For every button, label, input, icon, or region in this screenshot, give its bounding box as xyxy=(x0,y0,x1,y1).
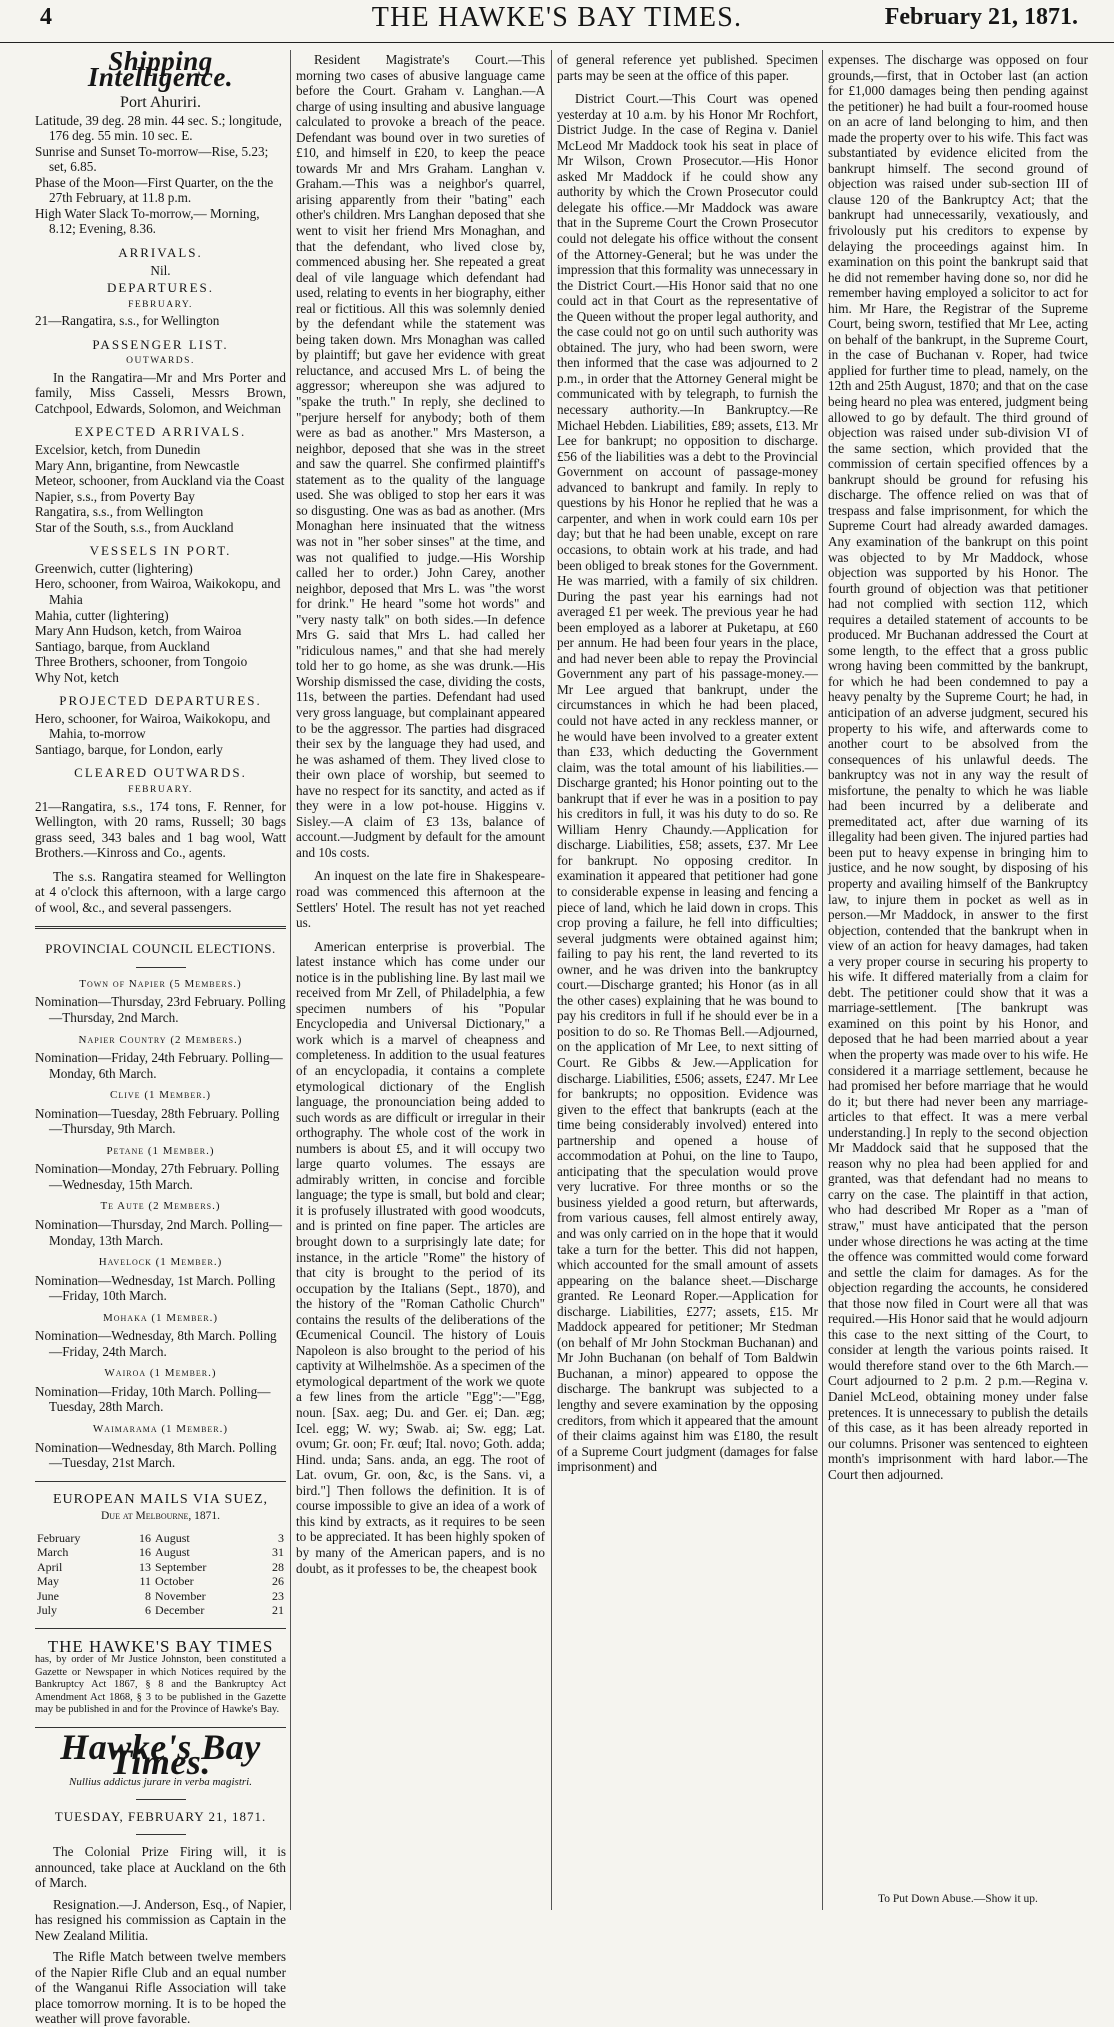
divider xyxy=(35,1481,286,1482)
mail-day: 8 xyxy=(145,1588,152,1603)
mail-month: June xyxy=(37,1588,59,1603)
election-name: Havelock (1 Member.) xyxy=(98,1256,223,1269)
mail-month: December xyxy=(155,1603,205,1618)
mail-month: September xyxy=(155,1559,207,1574)
gazette-notice xyxy=(35,1636,286,1717)
cleared-text: 21—Rangatira, s.s., 174 tons, F. Renner, for Wellington, with 20 rams, Russell; 30 bags grass seed, 343 bales and 1 bag wool, Watt Brothers.—Kinross and Co., agents. xyxy=(35,798,286,861)
mail-month: May xyxy=(37,1574,59,1589)
election-dates: Nomination—Wednesday, 8th March. Polling—Tuesday, 21st March. xyxy=(35,1439,277,1471)
paper-heading: Hawke's Bay Times. xyxy=(60,1726,261,1783)
departures-heading: DEPARTURES. xyxy=(106,280,215,296)
rifle-match-paragraph: The Rifle Match between twelve members of the Napier Rifle Club and an equal number of the Wanganui Rifle Association will take place tomorrow morning. It is to be hoped the weather will prove favorable. xyxy=(35,1949,286,2027)
list-item: Excelsior, ketch, from Dunedin xyxy=(35,442,201,458)
arrivals-heading: ARRIVALS. xyxy=(118,245,203,261)
rangatira-note: The s.s. Rangatira steamed for Wellington at 4 o'clock this afternoon, with a large cargo of wool, &c., and several passengers. xyxy=(35,868,286,915)
prize-firing-paragraph: The Colonial Prize Firing will, it is announced, take place at Auckland on the 6th of March. xyxy=(35,1843,286,1891)
election-dates: Nomination—Monday, 27th February. Polling—Wednesday, 15th March. xyxy=(35,1161,280,1192)
mail-day: 16 xyxy=(139,1545,152,1560)
election-dates: Nomination—Tuesday, 28th February. Polling—Thursday, 9th March. xyxy=(35,1105,280,1137)
table-row xyxy=(35,1603,286,1618)
election-name: Clive (1 Member.) xyxy=(110,1089,211,1102)
mail-day: 28 xyxy=(272,1559,284,1574)
table-row xyxy=(35,1560,286,1575)
dateline: TUESDAY, FEBRUARY 21, 1871. xyxy=(54,1809,267,1825)
sunrise-text: Sunrise and Sunset To-morrow—Rise, 5.23; set, 6.85. xyxy=(35,143,269,175)
divider xyxy=(35,926,286,929)
list-item: Why Not, ketch xyxy=(35,669,119,685)
mail-day: 16 xyxy=(139,1530,152,1545)
mails-subheading: Due at Melbourne, 1871. xyxy=(100,1510,220,1523)
high-water-text: High Water Slack To-morrow,— Morning, 8.12; Evening, 8.36. xyxy=(35,205,260,237)
list-item: Meteor, schooner, from Auckland via the Coast xyxy=(35,473,285,489)
arrivals-nil: Nil. xyxy=(150,262,171,278)
elections-heading: PROVINCIAL COUNCIL ELECTIONS. xyxy=(45,941,276,957)
divider xyxy=(136,1799,186,1800)
table-row xyxy=(35,1545,286,1560)
table-row xyxy=(35,1589,286,1604)
mail-day: 11 xyxy=(139,1574,152,1589)
passenger-list-heading: PASSENGER LIST. xyxy=(92,336,229,352)
column-1 xyxy=(35,46,286,2027)
mail-day: 31 xyxy=(272,1545,284,1560)
election-dates: Nomination—Thursday, 2nd March. Polling—Monday, 13th March. xyxy=(35,1217,283,1248)
election-dates: Nomination—Wednesday, 8th March. Polling—Friday, 24th March. xyxy=(35,1328,277,1359)
column-rule xyxy=(290,50,291,1910)
resignation-paragraph: Resignation.—J. Anderson, Esq., of Napier, has resigned his commission as Captain in the New Zealand Militia. xyxy=(35,1896,286,1943)
list-item: Napier, s.s., from Poverty Bay xyxy=(35,488,195,504)
election-name: Town of Napier (5 Members.) xyxy=(79,977,242,990)
mail-day: 23 xyxy=(272,1588,284,1603)
inquest-paragraph: An inquest on the late fire in Shakespeare-road was commenced this afternoon at the Settlers' Hotel. The result has not yet reached us. xyxy=(296,868,545,931)
cleared-month: FEBRUARY. xyxy=(128,784,193,795)
departures-month: FEBRUARY. xyxy=(128,299,193,310)
shipping-heading: Shipping Intelligence. xyxy=(87,46,234,92)
latitude-text: Latitude, 39 deg. 28 min. 44 sec. S.; longitude, 176 deg. 55 min. 10 sec. E. xyxy=(35,112,282,144)
election-name: Wairoa (1 Member.) xyxy=(104,1367,217,1380)
notice-body: has, by order of Mr Justice Johnston, been constituted a Gazette or Newspaper in which Notices required by the Bankruptcy Act 1867, § 8 and the Bankruptcy Act Amendment Act 1868, § 3 to be published in the Gazette may be published in and for the Province of Hawke's Bay. xyxy=(35,1654,286,1716)
district-court-paragraph: District Court.—This Court was opened yesterday at 10 a.m. by his Honor Mr Rochfort, District Judge. In the case of Regina v. Daniel McLeod Mr Maddock took his seat in place of Mr Wilson, Crown Prosecutor.—His Honor asked Mr Maddock if he could show any authority by which the Crown Prosecutor could delegate his office.—Mr Maddock was aware that in the Supreme Court the Crown Prosecutor could not delegate his office without the consent of the Attorney-General; but he was under the impression that this formality was unnecessary in the District Court.—His Honor said that no one could act in that Court as the representative of the Queen without the proper legal authority, and the case could not go on until such authority was obtained. The jury, who had been sworn, were then informed that the case was adjourned to 2 p.m., in order that the Attorney General might be communicated with by telegraph, to furnish the necessary authority.—In Bankruptcy.—Re Michael Hebden. Liabilities, £89; assets, £13. Mr Lee for bankrupt; no opposition to discharge. £56 of the liabilities was a debt to the Provincial Government on account of passage-money advanced to bankrupt and family. In reply to questions by his Honor he replied that he was a carpenter, and when in work could earn 10s per day; but that he had been unable, except on rare occasions, to obtain work at his trade, and had been obliged to break stones for the Government. He was married, with a family of six children. During the past year his earnings had not averaged £1 per week. The previous year he had been employed as a laborer at Puketapu, at £60 per annum. He had been four years in the place, and had never been able to repay the Provincial Government any part of his passage-money.—Mr Lee argued that bankrupt, under the circumstances in which he had been placed, could not have acted in any reckless manner, or he would have been involved to a greater extent than £33, which deducting the Government claim, was the total amount of his liabilities.—Discharge granted; his Honor pointing out to the bankrupt that if ever he was in a position to pay his creditors in full, it was his duty to do so. Re William Henry Chaundy.—Application for discharge. Liabilities, £58; assets, £37. Mr Lee for bankrupt. No opposing creditor. In examination it appeared that petitioner had gone to considerable expense in leasing and fencing a piece of land, which he laid down in crops. This crop proving a failure, he fell into difficulties; several judgments were obtained against him; failing to pay his rent, the land reverted to its owner, and he was driven into the bankruptcy court.—Discharge granted; his Honor (as in all the other cases) explaining that he was bound to pay his creditors in full if he should ever be in a position to do so. Re Thomas Bell.—Adjourned, on the application of Mr Lee, to next sitting of Court. Re Gibbs & Jew.—Application for discharge. Liabilities, £506; assets, £247. Mr Lee for bankrupts; no opposition. Evidence was given to the effect that bankrupts (each at the time being considerably involved) entered into partnership and opened a house of accommodation at Pohui, on the line to Taupo, anticipating that the speculation would prove very lucrative. For three months or so the business yielded a good return, but afterwards, from various causes, fell almost entirely away, and was only carried on in the hope that it would take a turn for the better. This did not happen, which accounted for the small amount of assets appearing on the balance sheet.—Discharge granted. Re Leonard Roper.—Application for discharge. Liabilities, £277; assets, £15. Mr Maddock appeared for petitioner; Mr Stedman (on behalf of Mr John Stockman Buchanan) and Mr John Buchanan (on behalf of Tom Baldwin Buchanan, a minor) appeared to oppose the discharge. The bankrupt was subjected to a lengthy and severe examination by the opposing creditors, from which it appeared that the amount of their claims against him was £180, the result of a Supreme Court judgment (damages for false imprisonment) and xyxy=(557,91,818,1475)
footer-note: To Put Down Abuse.—Show it up. xyxy=(878,1893,1038,1906)
mail-month: April xyxy=(37,1559,63,1574)
expected-arrivals-heading: EXPECTED ARRIVALS. xyxy=(74,424,247,440)
election-dates: Nomination—Wednesday, 1st March. Polling—Friday, 10th March. xyxy=(35,1272,276,1304)
mail-day: 3 xyxy=(278,1530,284,1545)
election-name: Napier Country (2 Members.) xyxy=(78,1033,243,1046)
issue-date: February 21, 1871. xyxy=(884,4,1078,30)
projected-departures-heading: PROJECTED DEPARTURES. xyxy=(59,693,262,709)
table-row xyxy=(35,1531,286,1546)
list-item: Star of the South, s.s., from Auckland xyxy=(35,519,234,535)
mail-month: August xyxy=(155,1545,190,1560)
paper-motto: Nullius addictus jurare in verba magistri. xyxy=(69,1775,252,1788)
election-name: Mohaka (1 Member.) xyxy=(102,1311,219,1324)
mail-month: March xyxy=(37,1545,69,1560)
continuation-paragraph: of general reference yet published. Specimen parts may be seen at the office of this paper. xyxy=(557,52,818,83)
list-item: Greenwich, cutter (lightering) xyxy=(35,560,193,576)
list-item: Mahia, cutter (lightering) xyxy=(35,607,169,623)
mail-month: July xyxy=(37,1603,58,1618)
column-rule xyxy=(551,50,552,1910)
masthead xyxy=(0,0,1114,43)
list-item: Mary Ann, brigantine, from Newcastle xyxy=(35,457,240,473)
list-item: Santiago, barque, for London, early xyxy=(35,741,223,757)
mail-day: 26 xyxy=(272,1574,284,1589)
newspaper-title: THE HAWKE'S BAY TIMES. xyxy=(371,2,743,33)
election-name: Waimarama (1 Member.) xyxy=(92,1423,229,1436)
list-item: Three Brothers, schooner, from Tongoio xyxy=(35,654,248,670)
departures-text: 21—Rangatira, s.s., for Wellington xyxy=(35,313,220,329)
page-number: 4 xyxy=(40,4,52,30)
column-3 xyxy=(557,52,818,1908)
mails-heading: EUROPEAN MAILS VIA SUEZ, xyxy=(52,1491,269,1507)
moon-phase-text: Phase of the Moon—First Quarter, on the the 27th February, at 11.8 p.m. xyxy=(35,174,274,206)
list-item: Hero, schooner, for Wairoa, Waikokopu, and Mahia, to-morrow xyxy=(35,710,271,742)
vessels-in-port-heading: VESSELS IN PORT. xyxy=(89,543,232,559)
notice-title: THE HAWKE'S BAY TIMES xyxy=(47,1636,274,1656)
election-dates: Nomination—Thursday, 23rd February. Polling—Thursday, 2nd March. xyxy=(35,994,286,1025)
mail-day: 21 xyxy=(272,1603,284,1618)
column-rule xyxy=(822,50,823,1910)
divider xyxy=(35,1628,286,1629)
mail-day: 13 xyxy=(139,1559,152,1574)
mails-table xyxy=(35,1531,286,1618)
port-name: Port Ahuriri. xyxy=(120,94,201,112)
list-item: Mary Ann Hudson, ketch, from Wairoa xyxy=(35,623,242,639)
mail-day: 6 xyxy=(145,1603,152,1618)
mail-month: February xyxy=(37,1530,81,1545)
mail-month: October xyxy=(155,1574,194,1589)
passenger-list-sub: OUTWARDS. xyxy=(126,356,195,367)
passenger-list-text: In the Rangatira—Mr and Mrs Porter and family, Miss Casseli, Messrs Brown, Catchpool, Edwards, Solomon, and Weichman xyxy=(35,369,286,416)
rm-court-paragraph: Resident Magistrate's Court.—This morning two cases of abusive language came before the Court. Graham v. Langhan.—A charge of using insulting and abusive language calculated to provoke a breach of the peace. Defendant was bound over in two sureties of £10, and himself in £20, to keep the peace towards Mr and Mrs Graham. Langhan v. Graham.—This was a neighbor's quarrel, arising apparently from their "bating" each other's children. Mrs Langhan deposed that she went to visit her friend Mrs Monaghan, and that the defendant, who lived close by, commenced abusing her. She repeated a great deal of vile language which defendant had used, relating to events in her biography, either real or fictitious. All this was solemnly denied by the defendant while the statement was being taken down. Mrs Monaghan was called by plaintiff; but gave her evidence with great reluctance, and accused Mrs L. of being the aggressor; whereupon she was adjured to "spake the truth." In reply, she declined to "perjure herself for anybody; both of them were as bad as another." Mrs Masterson, a neighbor, deposed that she was in the street and saw the quarrel. She confirmed plaintiff's statement as to the quality of the language used. She was obliged to stop her ears it was so disgusting. One was as bad as another. (Mrs Monaghan here insinuated that the witness was not in "her sober sinses" at the time, and was not qualified to judge.—His Worship called her to order.) John Carey, another neighbor, deposed that Mrs L. was "the worst for drink." He heard "some hot words" and "very nasty talk" on both sides.—In defence Mrs G. said that Mrs L. had called her "ridiculous names," and that she had merely told her to go home, as she was drunk.—His Worship dismissed the case, dividing the costs, 11s, between the parties. Defendant had used very gross language, but complainant appeared to be the aggressor. The parties had disgraced their sex by the language they had used, and he was ashamed of them. They lived close to their own place of worship, but seemed to have no respect for its sanctity, and acted as if they were in a low pot-house. Higgins v. Sisley.—A claim of £3 13s, balance of account.—Judgment by default for the amount and 10s costs. xyxy=(296,52,545,860)
american-enterprise-paragraph: American enterprise is proverbial. The latest instance which has come under our notice is in the publishing line. By last mail we received from Mr Zell, of Philadelphia, a few specimen numbers of his "Popular Encyclopedia and Universal Dictionary," a work which is a marvel of cheapness and completeness. In addition to the usual features of an encyclopadia, it contains a complete etymological dictionary of the English language, the pronounciation being added to such words as are difficult or irregular in their orthography. The whole cost of the work in numbers is about £5, and it will occupy two large quarto volumes. The essays are admirably written, in concise and forcible language; the type is small, but bold and clear; it is profusely illustrated with good woodcuts, and is printed on fine paper. The articles are brought down to a surprisingly late date; for instance, in the article "Rome" the history of that city is brought to the period of its occupation by the Italians (Sept., 1870), and the history of the "Roman Catholic Church" contains the results of the deliberations of the Œcumenical Council. The history of Louis Napoleon is also brought to the period of his captivity at Wilhelmshöe. As a specimen of the etymological department of the work we quote a few lines from the article "Egg":—"Egg, noun. [Sax. aeg; Du. and Ger. ei; Dan. æg; Icel. egg; W. wy; Swab. ai; Sw. egg; Lat. ovum; Gr. oon; Fr. œuf; Ital. novo; Goth. adda; Hind. unda; Sans. anda, an egg. The root of Lat. ovum, Gr. oon, &c, is the Sans. vi, a bird."] Then follows the definition. It is of course impossible to give an idea of a work of this kind by extracts, as it requires to be seen to be appreciated. It has been highly spoken of by many of the American papers, and is no doubt, as it professes to be, the cheapest book xyxy=(296,938,545,1576)
divider xyxy=(136,1834,186,1835)
election-name: Petane (1 Member.) xyxy=(106,1144,215,1157)
cleared-outwards-heading: CLEARED OUTWARDS. xyxy=(74,765,247,781)
list-item: Hero, schooner, from Wairoa, Waikokopu, and Mahia xyxy=(35,576,281,607)
election-dates: Nomination—Friday, 24th February. Polling—Monday, 6th March. xyxy=(35,1050,283,1081)
mail-month: August xyxy=(155,1530,190,1545)
mail-month: November xyxy=(155,1588,206,1603)
table-row xyxy=(35,1574,286,1589)
list-item: Santiago, barque, from Auckland xyxy=(35,638,210,654)
column-2 xyxy=(296,52,545,1908)
continuation-paragraph: expenses. The discharge was opposed on four grounds,—first, that in October last (an action for £1,000 damages being then pending against the petitioner) he had built a four-roomed house on an acre of land belonging to him, and then made the property over to his wife. This fact was substantiated by evidence elicited from the bankrupt himself. The second ground of objection was raised under sub-section III of clause 120 of the Bankruptcy Act; that the bankrupt had unnecessarily, vexatiously, and frivolously put his creditors to expense by delaying the proceedings against him. In examination on this point the bankrupt said that he did not remember having done so, nor did he remember having employed a solicitor to act for him. Mr Hare, the Registrar of the Supreme Court, being sworn, testified that Mr Lee, acting on behalf of the bankrupt, in the Supreme Court, in the case of Buchanan v. Roper, had twice applied for further time to plead, namely, on the 12th and 25th August, 1870; and that on the case being heard no plea was entered, judgment being allowed to go by default. The third ground of objection was raised under sub-division VI of the same section, which provided that the commission of certain specified offences by a bankrupt should be ground for refusing his discharge. The offence relied on was that of trespass and false imprisonment, for which the Supreme Court had already awarded damages. Any examination of the bankrupt on this point was objected to by Mr Maddock, whose objection was supported by his Honor. The fourth ground of objection was that petitioner had not complied with section 112, which requires a detailed statement of accounts to be produced. Mr Buchanan addressed the Court at some length, to the effect that a gross public wrong having been committed by the bankrupt, for which he had been condemned to pay a heavy penalty by the Supreme Court; he had, in anticipation of an adverse judgment, secured his property to his wife, and afterwards come to another court to be absolved from the consequences of his unlawful deeds. The bankruptcy was not in any way the result of misfortune, the penalty to which he was liable had been incurred by a deliberate and premeditated act, after due warning of its illegality had been given. The injured parties had been put to heavy expense in bringing him to justice, and he now sought, by disposing of his property and availing himself of the Bankruptcy law, to injure them in pocket as well as in person.—Mr Maddock, in answer to the first objection, contended that the bankrupt when in view of an action for heavy damages, had taken a very proper course in securing his property to his wife. It differed materially from a claim for debt. The petitioner could show that it was a marriage-settlement. [The bankrupt was examined on this point by his Honor, and deposed that he had been married about a year when the property was made over to his wife. He considered it a marriage settlement, because he had promised her before marriage that he would do it; but there had never been any marriage-articles to that effect. It was a mere verbal understanding.] In reply to the second objection Mr Maddock said that he supposed that the reason why no plea had been applied for and granted, was that defendant had no means to carry on the case. The plaintiff in that action, who had described Mr Roper as a "man of straw," must have anticipated that the person under whose directions he was acting at the time the offence was committed would come forward and settle the claim for damages. As for the objection regarding the accounts, he considered that those now filed in Court were all that was required.—His Honor said that he would adjourn this case to the next sitting of the Court, to consider at length the various points raised. It would therefore stand over to the 6th March.—Court adjourned to 2 p.m. 2 p.m.—Regina v. Daniel McLeod, obtaining money under false pretences. It is unnecessary to publish the details of this case, as it has been already reported in our columns. Prisoner was sentenced to eighteen month's imprisonment with hard labor.—The Court then adjourned. xyxy=(828,52,1088,1482)
divider xyxy=(136,967,186,968)
election-dates: Nomination—Friday, 10th March. Polling—Tuesday, 28th March. xyxy=(35,1383,271,1415)
election-name: Te Aute (2 Members.) xyxy=(100,1200,221,1213)
list-item: Rangatira, s.s., from Wellington xyxy=(35,504,204,520)
column-4 xyxy=(828,52,1088,1908)
